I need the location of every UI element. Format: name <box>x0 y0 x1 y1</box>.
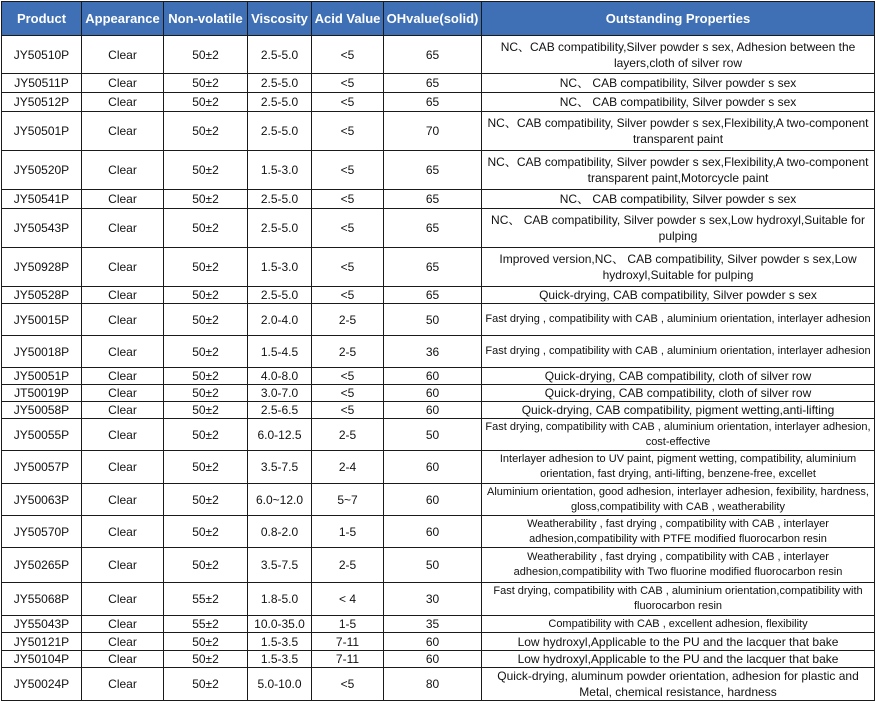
cell-oh-value: 60 <box>384 651 482 668</box>
cell-acid-value: 2-5 <box>312 304 384 336</box>
cell-acid-value: 2-5 <box>312 548 384 583</box>
cell-viscosity: 6.0-12.5 <box>248 419 312 451</box>
header-row <box>2 2 875 36</box>
table-row <box>2 112 875 151</box>
table-row <box>2 151 875 190</box>
cell-product: JY55068P <box>2 583 82 616</box>
cell-acid-value: < 4 <box>312 583 384 616</box>
cell-appearance: Clear <box>82 248 164 287</box>
cell-oh-value: 80 <box>384 668 482 701</box>
cell-appearance: Clear <box>82 616 164 633</box>
cell-outstanding-properties: Improved version,NC、 CAB compatibility, Silver powder s sex,Low hydroxyl,Suitable for pulping <box>482 248 875 287</box>
table-row <box>2 36 875 74</box>
cell-non-volatile: 55±2 <box>164 616 248 633</box>
cell-appearance: Clear <box>82 151 164 190</box>
cell-acid-value: 7-11 <box>312 651 384 668</box>
cell-appearance: Clear <box>82 287 164 304</box>
cell-appearance: Clear <box>82 209 164 248</box>
cell-oh-value: 50 <box>384 548 482 583</box>
cell-oh-value: 60 <box>384 451 482 484</box>
cell-outstanding-properties: Quick-drying, CAB compatibility, pigment wetting,anti-lifting <box>482 402 875 419</box>
cell-oh-value: 50 <box>384 304 482 336</box>
cell-appearance: Clear <box>82 548 164 583</box>
table-row <box>2 516 875 548</box>
cell-product: JY50528P <box>2 287 82 304</box>
cell-non-volatile: 50±2 <box>164 209 248 248</box>
cell-acid-value: 7-11 <box>312 633 384 651</box>
cell-viscosity: 6.0~12.0 <box>248 484 312 516</box>
cell-viscosity: 2.5-5.0 <box>248 112 312 151</box>
cell-outstanding-properties: Low hydroxyl,Applicable to the PU and the lacquer that bake <box>482 633 875 651</box>
cell-acid-value: <5 <box>312 209 384 248</box>
cell-acid-value: <5 <box>312 93 384 112</box>
cell-non-volatile: 50±2 <box>164 190 248 209</box>
cell-non-volatile: 55±2 <box>164 583 248 616</box>
cell-acid-value: <5 <box>312 36 384 74</box>
cell-appearance: Clear <box>82 336 164 368</box>
cell-oh-value: 60 <box>384 484 482 516</box>
cell-product: JY50510P <box>2 36 82 74</box>
cell-outstanding-properties: NC、CAB compatibility, Silver powder s sex,Flexibility,A two-component transparent paint <box>482 112 875 151</box>
cell-acid-value: 2-4 <box>312 451 384 484</box>
cell-product: JY50928P <box>2 248 82 287</box>
cell-oh-value: 65 <box>384 209 482 248</box>
cell-outstanding-properties: Fast drying, compatibility with CAB , aluminium orientation, interlayer adhesion, cost-effective <box>482 419 875 451</box>
cell-non-volatile: 50±2 <box>164 548 248 583</box>
cell-outstanding-properties: NC、 CAB compatibility, Silver powder s sex <box>482 74 875 93</box>
cell-product: JY50570P <box>2 516 82 548</box>
cell-appearance: Clear <box>82 668 164 701</box>
table-row <box>2 668 875 701</box>
table-row <box>2 209 875 248</box>
cell-non-volatile: 50±2 <box>164 151 248 190</box>
cell-viscosity: 5.0-10.0 <box>248 668 312 701</box>
cell-acid-value: <5 <box>312 287 384 304</box>
cell-outstanding-properties: Fast drying , compatibility with CAB , aluminium orientation, interlayer adhesion <box>482 336 875 368</box>
cell-product: JY50018P <box>2 336 82 368</box>
cell-non-volatile: 50±2 <box>164 36 248 74</box>
cell-oh-value: 65 <box>384 36 482 74</box>
cell-product: JY50015P <box>2 304 82 336</box>
table-row <box>2 304 875 336</box>
cell-oh-value: 50 <box>384 419 482 451</box>
cell-viscosity: 4.0-8.0 <box>248 368 312 385</box>
table-row <box>2 402 875 419</box>
table-row <box>2 93 875 112</box>
cell-appearance: Clear <box>82 93 164 112</box>
cell-outstanding-properties: Fast drying , compatibility with CAB , aluminium orientation, interlayer adhesion <box>482 304 875 336</box>
cell-appearance: Clear <box>82 74 164 93</box>
cell-appearance: Clear <box>82 651 164 668</box>
cell-appearance: Clear <box>82 190 164 209</box>
cell-viscosity: 3.5-7.5 <box>248 451 312 484</box>
cell-product: JY50512P <box>2 93 82 112</box>
cell-acid-value: <5 <box>312 151 384 190</box>
cell-acid-value: <5 <box>312 74 384 93</box>
cell-oh-value: 65 <box>384 93 482 112</box>
cell-product: JY50541P <box>2 190 82 209</box>
cell-acid-value: <5 <box>312 248 384 287</box>
cell-oh-value: 65 <box>384 190 482 209</box>
product-spec-table <box>1 1 875 701</box>
cell-oh-value: 65 <box>384 287 482 304</box>
cell-viscosity: 3.0-7.0 <box>248 385 312 402</box>
cell-outstanding-properties: Quick-drying, CAB compatibility, cloth of silver row <box>482 385 875 402</box>
cell-acid-value: <5 <box>312 368 384 385</box>
cell-outstanding-properties: Compatibility with CAB , excellent adhesion, flexibility <box>482 616 875 633</box>
cell-viscosity: 1.8-5.0 <box>248 583 312 616</box>
cell-outstanding-properties: Quick-drying, CAB compatibility, cloth of silver row <box>482 368 875 385</box>
cell-outstanding-properties: NC、 CAB compatibility, Silver powder s sex <box>482 190 875 209</box>
cell-viscosity: 3.5-7.5 <box>248 548 312 583</box>
cell-non-volatile: 50±2 <box>164 633 248 651</box>
cell-outstanding-properties: NC、 CAB compatibility, Silver powder s sex <box>482 93 875 112</box>
cell-acid-value: <5 <box>312 402 384 419</box>
table-row <box>2 633 875 651</box>
cell-appearance: Clear <box>82 419 164 451</box>
cell-viscosity: 2.5-5.0 <box>248 190 312 209</box>
cell-product: JY50501P <box>2 112 82 151</box>
table-row <box>2 336 875 368</box>
table-row <box>2 248 875 287</box>
cell-viscosity: 0.8-2.0 <box>248 516 312 548</box>
cell-appearance: Clear <box>82 368 164 385</box>
table-row <box>2 419 875 451</box>
cell-oh-value: 35 <box>384 616 482 633</box>
cell-outstanding-properties: NC、CAB compatibility,Silver powder s sex, Adhesion between the layers,cloth of silver row <box>482 36 875 74</box>
cell-non-volatile: 50±2 <box>164 336 248 368</box>
cell-outstanding-properties: Weatherability , fast drying , compatibility with CAB , interlayer adhesion,compatibility with Two fluorine modified fluorocarbon resin <box>482 548 875 583</box>
cell-outstanding-properties: Fast drying, compatibility with CAB , aluminium orientation,compatibility with fluorocarbon resin <box>482 583 875 616</box>
cell-outstanding-properties: NC、CAB compatibility, Silver powder s sex,Flexibility,A two-component transparent paint,Motorcycle paint <box>482 151 875 190</box>
cell-appearance: Clear <box>82 385 164 402</box>
cell-product: JY50024P <box>2 668 82 701</box>
cell-product: JY50104P <box>2 651 82 668</box>
cell-outstanding-properties: Low hydroxyl,Applicable to the PU and the lacquer that bake <box>482 651 875 668</box>
cell-product: JY55043P <box>2 616 82 633</box>
cell-appearance: Clear <box>82 36 164 74</box>
cell-non-volatile: 50±2 <box>164 651 248 668</box>
cell-outstanding-properties: Quick-drying, aluminum powder orientation, adhesion for plastic and Metal, chemical resistance, hardness <box>482 668 875 701</box>
header-product: Product <box>2 2 82 36</box>
table-row <box>2 548 875 583</box>
header-acid-value: Acid Value <box>312 2 384 36</box>
cell-non-volatile: 50±2 <box>164 248 248 287</box>
cell-oh-value: 36 <box>384 336 482 368</box>
cell-product: JY50058P <box>2 402 82 419</box>
cell-non-volatile: 50±2 <box>164 74 248 93</box>
cell-oh-value: 60 <box>384 385 482 402</box>
cell-non-volatile: 50±2 <box>164 451 248 484</box>
cell-product: JY50055P <box>2 419 82 451</box>
cell-viscosity: 1.5-3.0 <box>248 151 312 190</box>
cell-outstanding-properties: Interlayer adhesion to UV paint, pigment wetting, compatibility, aluminium orientation, fast drying, anti-lifting, benzene-free, excellet <box>482 451 875 484</box>
cell-appearance: Clear <box>82 451 164 484</box>
header-outstanding-properties: Outstanding Properties <box>482 2 875 36</box>
cell-viscosity: 1.5-4.5 <box>248 336 312 368</box>
cell-viscosity: 10.0-35.0 <box>248 616 312 633</box>
cell-oh-value: 30 <box>384 583 482 616</box>
table-row <box>2 583 875 616</box>
cell-viscosity: 2.5-5.0 <box>248 74 312 93</box>
cell-viscosity: 1.5-3.5 <box>248 651 312 668</box>
cell-appearance: Clear <box>82 112 164 151</box>
table-row <box>2 451 875 484</box>
table-row <box>2 190 875 209</box>
cell-non-volatile: 50±2 <box>164 516 248 548</box>
cell-acid-value: 2-5 <box>312 336 384 368</box>
table-row <box>2 484 875 516</box>
cell-oh-value: 60 <box>384 516 482 548</box>
cell-acid-value: <5 <box>312 190 384 209</box>
cell-non-volatile: 50±2 <box>164 304 248 336</box>
cell-non-volatile: 50±2 <box>164 93 248 112</box>
header-viscosity: Viscosity <box>248 2 312 36</box>
cell-non-volatile: 50±2 <box>164 368 248 385</box>
cell-product: JY50051P <box>2 368 82 385</box>
cell-viscosity: 1.5-3.5 <box>248 633 312 651</box>
cell-product: JY50063P <box>2 484 82 516</box>
cell-outstanding-properties: Aluminium orientation, good adhesion, interlayer adhesion, fexibility, hardness, gloss,compatibility with CAB , weatherability <box>482 484 875 516</box>
table-row <box>2 651 875 668</box>
cell-acid-value: 1-5 <box>312 616 384 633</box>
cell-non-volatile: 50±2 <box>164 419 248 451</box>
cell-outstanding-properties: NC、 CAB compatibility, Silver powder s sex,Low hydroxyl,Suitable for pulping <box>482 209 875 248</box>
cell-viscosity: 2.5-5.0 <box>248 93 312 112</box>
table-row <box>2 385 875 402</box>
header-appearance: Appearance <box>82 2 164 36</box>
cell-viscosity: 2.5-5.0 <box>248 36 312 74</box>
cell-oh-value: 60 <box>384 633 482 651</box>
table-row <box>2 74 875 93</box>
cell-viscosity: 2.0-4.0 <box>248 304 312 336</box>
cell-product: JY50121P <box>2 633 82 651</box>
cell-non-volatile: 50±2 <box>164 484 248 516</box>
table-body <box>2 36 875 701</box>
table-row <box>2 287 875 304</box>
cell-non-volatile: 50±2 <box>164 402 248 419</box>
cell-acid-value: 1-5 <box>312 516 384 548</box>
cell-product: JY50057P <box>2 451 82 484</box>
cell-outstanding-properties: Quick-drying, CAB compatibility, Silver powder s sex <box>482 287 875 304</box>
cell-viscosity: 1.5-3.0 <box>248 248 312 287</box>
cell-appearance: Clear <box>82 304 164 336</box>
header-oh-value: OHvalue(solid) <box>384 2 482 36</box>
cell-product: JY50543P <box>2 209 82 248</box>
cell-oh-value: 65 <box>384 248 482 287</box>
cell-oh-value: 60 <box>384 402 482 419</box>
cell-appearance: Clear <box>82 583 164 616</box>
cell-outstanding-properties: Weatherability , fast drying , compatibility with CAB , interlayer adhesion,compatibility with PTFE modified fluorocarbon resin <box>482 516 875 548</box>
cell-oh-value: 60 <box>384 368 482 385</box>
cell-non-volatile: 50±2 <box>164 385 248 402</box>
cell-non-volatile: 50±2 <box>164 287 248 304</box>
table-row <box>2 368 875 385</box>
cell-oh-value: 65 <box>384 151 482 190</box>
cell-appearance: Clear <box>82 633 164 651</box>
cell-non-volatile: 50±2 <box>164 668 248 701</box>
cell-product: JY50520P <box>2 151 82 190</box>
table-row <box>2 616 875 633</box>
cell-acid-value: <5 <box>312 112 384 151</box>
cell-product: JY50265P <box>2 548 82 583</box>
cell-viscosity: 2.5-5.0 <box>248 209 312 248</box>
cell-appearance: Clear <box>82 484 164 516</box>
cell-appearance: Clear <box>82 402 164 419</box>
cell-acid-value: 2-5 <box>312 419 384 451</box>
header-non-volatile: Non-volatile <box>164 2 248 36</box>
cell-viscosity: 2.5-6.5 <box>248 402 312 419</box>
cell-oh-value: 70 <box>384 112 482 151</box>
cell-acid-value: <5 <box>312 385 384 402</box>
cell-acid-value: <5 <box>312 668 384 701</box>
cell-appearance: Clear <box>82 516 164 548</box>
cell-viscosity: 2.5-5.0 <box>248 287 312 304</box>
cell-acid-value: 5~7 <box>312 484 384 516</box>
cell-non-volatile: 50±2 <box>164 112 248 151</box>
cell-product: JT50019P <box>2 385 82 402</box>
cell-product: JY50511P <box>2 74 82 93</box>
cell-oh-value: 65 <box>384 74 482 93</box>
